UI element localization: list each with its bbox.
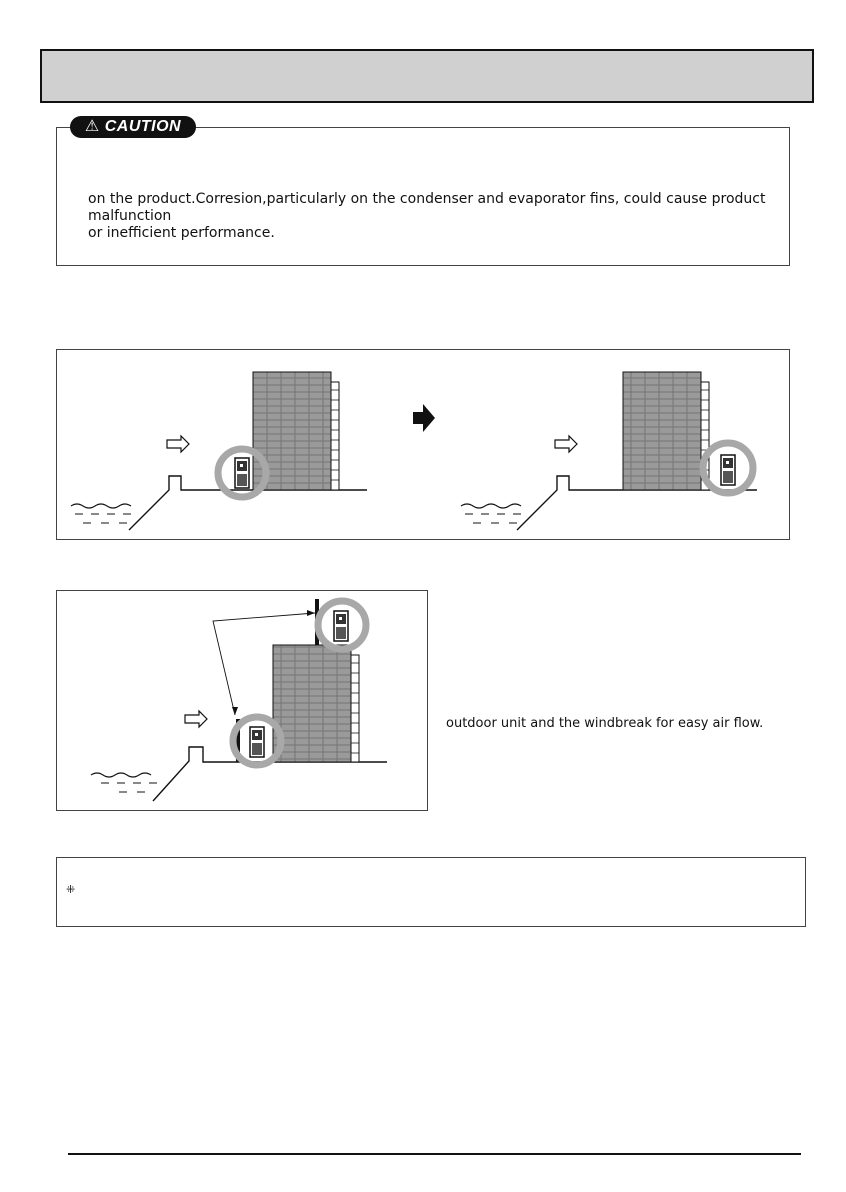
- section-header-bar: [40, 49, 814, 103]
- windbreak-note-text: outdoor unit and the windbreak for easy air flow.: [446, 716, 764, 731]
- caution-line-1: on the product.Corresion,particularly on the condenser and evaporator fins, could cause product malfunction: [88, 191, 766, 224]
- note-box: [56, 857, 806, 927]
- figure-windbreak-illustration: [57, 591, 427, 810]
- warning-triangle-icon: ⚠: [84, 118, 100, 135]
- footer-rule: [68, 1153, 801, 1155]
- figure-seaside-illustration: [57, 350, 789, 539]
- figure-windbreak: [56, 590, 428, 811]
- wind-arrow-icon: [167, 436, 189, 452]
- note-bullet-icon: ⁜: [66, 884, 76, 896]
- caution-label: CAUTION: [104, 118, 182, 135]
- caution-line-2: or inefficient performance.: [88, 225, 275, 241]
- figure-seaside-placement: [56, 349, 790, 540]
- caution-text: [88, 191, 778, 242]
- transition-arrow-icon: [413, 404, 435, 432]
- wind-arrow-icon: [555, 436, 577, 452]
- scene-before: [71, 372, 367, 530]
- wind-arrow-icon: [185, 711, 207, 727]
- scene-after: [461, 372, 757, 530]
- caution-badge: [70, 116, 196, 138]
